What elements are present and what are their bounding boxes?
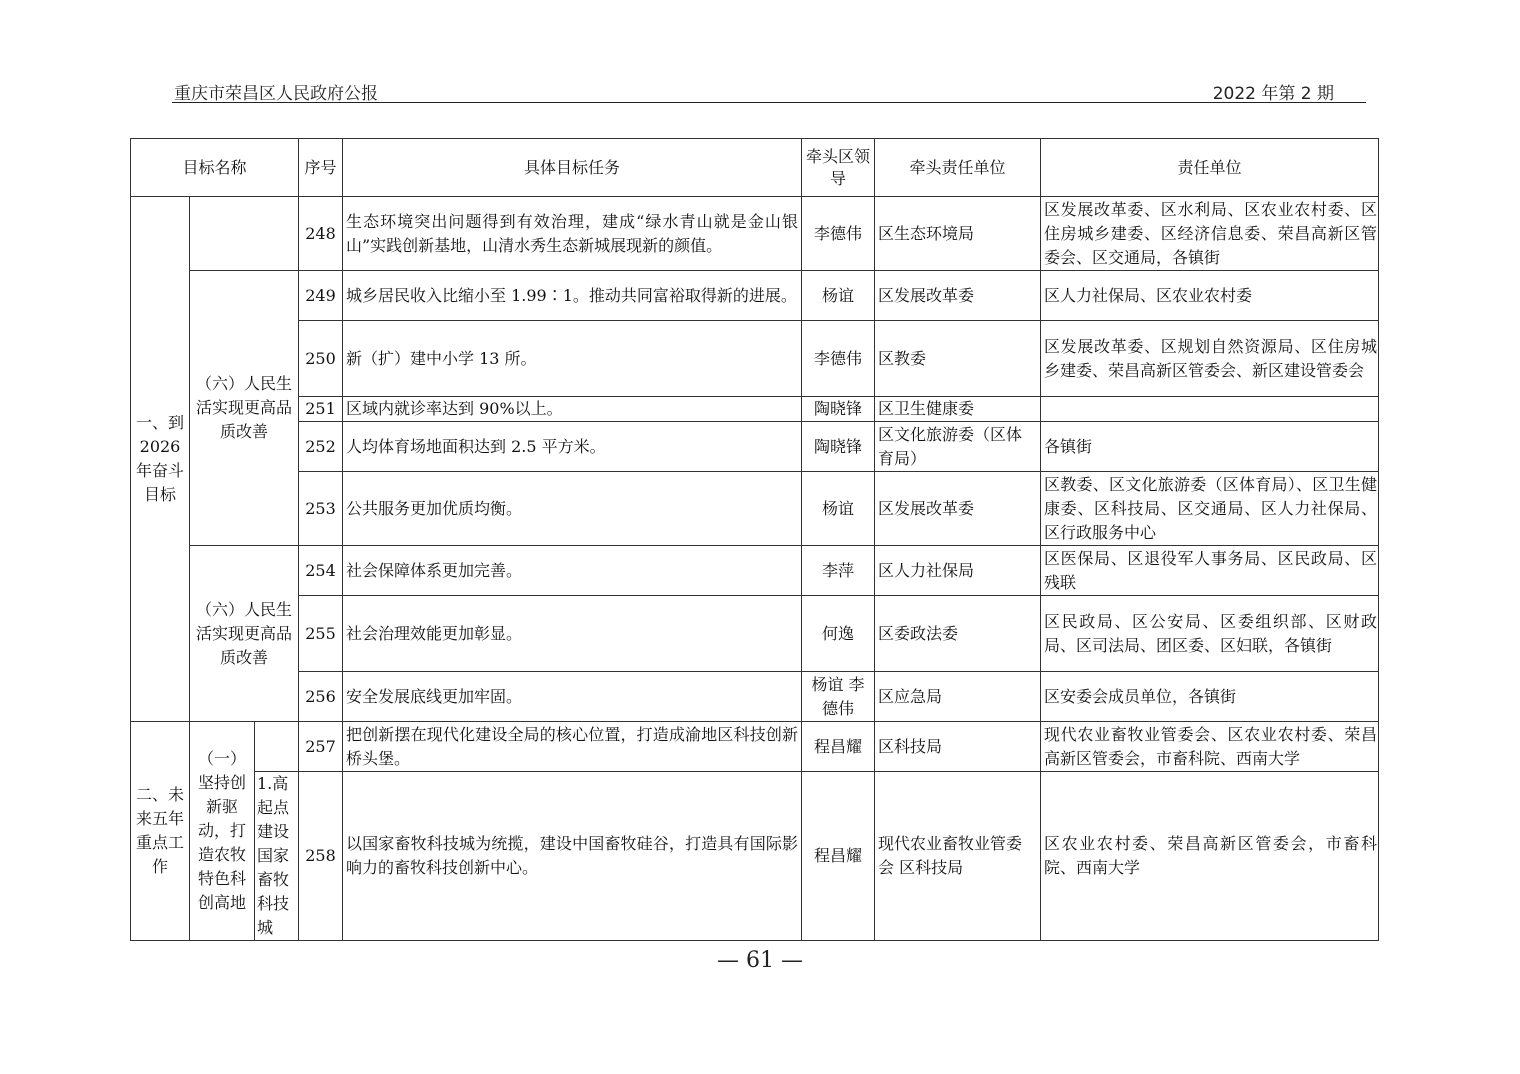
- header-divider: [172, 102, 1366, 103]
- table-row: [131, 546, 1379, 596]
- table-row: [131, 271, 1379, 321]
- row-leader: 程昌耀: [802, 722, 875, 772]
- goal-item-science-city: 1.高起点建设国家畜牧科技城: [255, 772, 299, 941]
- row-no: 258: [299, 772, 343, 941]
- goal-item-empty: [255, 722, 299, 772]
- row-task: 城乡居民收入比缩小至 1.99∶1。推动共同富裕取得新的进展。: [343, 271, 802, 321]
- row-leader: 陶晓锋: [802, 397, 875, 422]
- row-units: 区医保局、区退役军人事务局、区民政局、区残联: [1041, 546, 1379, 596]
- table-row: [131, 772, 1379, 941]
- page-number: — 61 —: [717, 948, 803, 973]
- row-units: 区发展改革委、区规划自然资源局、区住房城乡建委、荣昌高新区管委会、新区建设管委会: [1041, 321, 1379, 397]
- row-task: 区域内就诊率达到 90%以上。: [343, 397, 802, 422]
- table-row: [131, 472, 1379, 546]
- row-leader: 何逸: [802, 596, 875, 672]
- row-units: 区民政局、区公安局、区委组织部、区财政局、区司法局、团区委、区妇联，各镇街: [1041, 596, 1379, 672]
- header-lead-unit: 牵头责任单位: [875, 139, 1041, 197]
- row-leader: 李德伟: [802, 197, 875, 271]
- publication-title: 重庆市荣昌区人民政府公报: [174, 84, 378, 104]
- table-row: [131, 596, 1379, 672]
- goal-sub-empty: [190, 197, 299, 271]
- row-lead-unit: 区发展改革委: [875, 271, 1041, 321]
- row-task: 把创新摆在现代化建设全局的核心位置，打造成渝地区科技创新桥头堡。: [343, 722, 802, 772]
- row-no: 253: [299, 472, 343, 546]
- table-row: [131, 321, 1379, 397]
- row-no: 248: [299, 197, 343, 271]
- row-units: 区安委会成员单位，各镇街: [1041, 672, 1379, 722]
- row-no: 249: [299, 271, 343, 321]
- row-task: 人均体育场地面积达到 2.5 平方米。: [343, 422, 802, 472]
- row-units: 区人力社保局、区农业农村委: [1041, 271, 1379, 321]
- header-goal: 目标名称: [131, 139, 299, 197]
- row-no: 254: [299, 546, 343, 596]
- row-lead-unit: 区人力社保局: [875, 546, 1041, 596]
- table-row: [131, 722, 1379, 772]
- target-task-table: [130, 138, 1379, 941]
- row-task: 社会治理效能更加彰显。: [343, 596, 802, 672]
- row-no: 255: [299, 596, 343, 672]
- goal-sub-a: （六）人民生活实现更高品质改善: [190, 271, 299, 546]
- row-task: 公共服务更加优质均衡。: [343, 472, 802, 546]
- row-lead-unit: 区文化旅游委（区体育局）: [875, 422, 1041, 472]
- table-header-row: [131, 139, 1379, 197]
- row-units: 区教委、区文化旅游委（区体育局）、区卫生健康委、区科技局、区交通局、区人力社保局、区行政服务中心: [1041, 472, 1379, 546]
- issue-number: 2022 年第 2 期: [1212, 84, 1334, 104]
- row-units: 区发展改革委、区水利局、区农业农村委、区住房城乡建委、区经济信息委、荣昌高新区管委会、区交通局，各镇街: [1041, 197, 1379, 271]
- row-no: 256: [299, 672, 343, 722]
- header-task: 具体目标任务: [343, 139, 802, 197]
- goal-group-1: 一、到2026年奋斗目标: [131, 197, 190, 722]
- header-units: 责任单位: [1041, 139, 1379, 197]
- row-lead-unit: 区发展改革委: [875, 472, 1041, 546]
- row-no: 257: [299, 722, 343, 772]
- header-no: 序号: [299, 139, 343, 197]
- row-leader: 杨谊: [802, 271, 875, 321]
- row-lead-unit: 区委政法委: [875, 596, 1041, 672]
- row-leader: 李萍: [802, 546, 875, 596]
- row-lead-unit: 区科技局: [875, 722, 1041, 772]
- row-task: 新（扩）建中小学 13 所。: [343, 321, 802, 397]
- row-task: 以国家畜牧科技城为统揽，建设中国畜牧硅谷，打造具有国际影响力的畜牧科技创新中心。: [343, 772, 802, 941]
- row-task: 生态环境突出问题得到有效治理，建成“绿水青山就是金山银山”实践创新基地，山清水秀生态新城展现新的颜值。: [343, 197, 802, 271]
- header-leader: 牵头区领导: [802, 139, 875, 197]
- table-row: [131, 672, 1379, 722]
- row-no: 252: [299, 422, 343, 472]
- row-leader: 程昌耀: [802, 772, 875, 941]
- goal-sub-innovation: （一）坚持创新驱动，打造农牧特色科创高地: [190, 722, 255, 941]
- row-leader: 杨谊 李德伟: [802, 672, 875, 722]
- row-lead-unit: 区生态环境局: [875, 197, 1041, 271]
- row-lead-unit: 区应急局: [875, 672, 1041, 722]
- goal-group-2: 二、未来五年重点工作: [131, 722, 190, 941]
- row-units: 区农业农村委、荣昌高新区管委会，市畜科院、西南大学: [1041, 772, 1379, 941]
- row-units: [1041, 397, 1379, 422]
- row-lead-unit: 区教委: [875, 321, 1041, 397]
- row-units: 各镇街: [1041, 422, 1379, 472]
- row-lead-unit: 区卫生健康委: [875, 397, 1041, 422]
- table-row: [131, 397, 1379, 422]
- row-task: 社会保障体系更加完善。: [343, 546, 802, 596]
- row-no: 250: [299, 321, 343, 397]
- goal-sub-b: （六）人民生活实现更高品质改善: [190, 546, 299, 722]
- row-lead-unit: 现代农业畜牧业管委会 区科技局: [875, 772, 1041, 941]
- row-units: 现代农业畜牧业管委会、区农业农村委、荣昌高新区管委会，市畜科院、西南大学: [1041, 722, 1379, 772]
- row-task: 安全发展底线更加牢固。: [343, 672, 802, 722]
- table-row: [131, 422, 1379, 472]
- row-no: 251: [299, 397, 343, 422]
- table-row: [131, 197, 1379, 271]
- row-leader: 陶晓锋: [802, 422, 875, 472]
- row-leader: 李德伟: [802, 321, 875, 397]
- row-leader: 杨谊: [802, 472, 875, 546]
